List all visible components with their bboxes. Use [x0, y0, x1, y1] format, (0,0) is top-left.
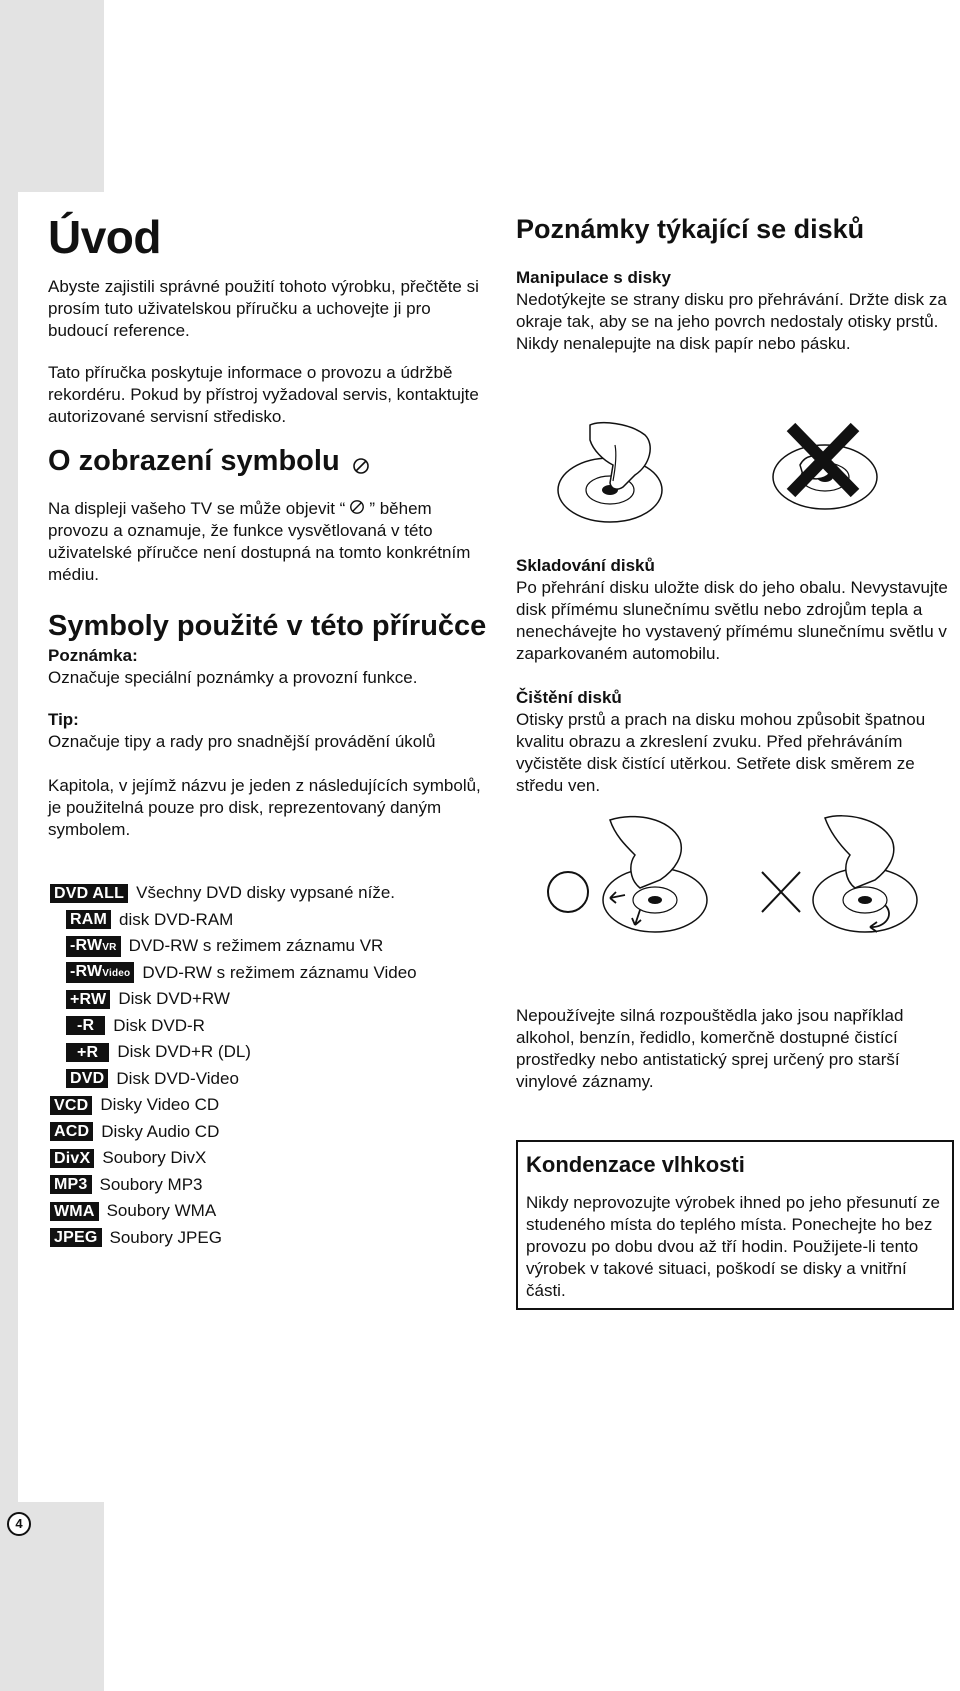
- prohibited-inline-icon: [349, 499, 365, 515]
- symbol-row-ram: [48, 907, 508, 934]
- symbol-row-vcd: [48, 1092, 508, 1119]
- symbol-row-rw-vr: [48, 933, 508, 960]
- symbols-used-section: [48, 610, 493, 841]
- rw-vr-text: DVD-RW s režimem záznamu VR: [128, 936, 384, 956]
- page-title: Úvod: [48, 211, 161, 263]
- wrong-mark-icon: [762, 872, 800, 912]
- acd-badge: [50, 1122, 93, 1141]
- symbol-row-minus-r: [48, 1013, 508, 1040]
- divx-badge-text: DivX: [54, 1149, 91, 1167]
- plus-r-badge: [66, 1043, 109, 1062]
- symbol-row-plus-r: [48, 1039, 508, 1066]
- jpeg-badge-text: JPEG: [54, 1229, 98, 1247]
- minus-r-badge-text: -R: [77, 1017, 95, 1035]
- wrong-grip-disc: [773, 427, 877, 509]
- handling-text: Nedotýkejte se strany disku pro přehrávání. Držte disk za okraje tak, aby se na jeho povrch nedostaly otisky prstů. Nikdy nenalepujte na disk papír nebo pásku.: [516, 290, 947, 353]
- disc-notes-title: Poznámky týkající se disků: [516, 214, 865, 244]
- symbol-row-dvd: [48, 1066, 508, 1093]
- storage-section: [516, 555, 956, 797]
- jpeg-badge: [50, 1228, 102, 1247]
- plus-rw-badge: [66, 990, 110, 1009]
- symbol-display-text-before: Na displeji vašeho TV se může objevit “: [48, 499, 346, 518]
- handling-label: Manipulace s disky: [516, 268, 671, 287]
- symbol-display-text-after: ” během provozu a oznamuje, že funkce vysvětlovaná v této uživatelské příručce není dostupná na tomto konkrétním médiu.: [48, 499, 471, 584]
- symbol-row-divx: [48, 1145, 508, 1172]
- tip-text: Označuje tipy a rady pro snadnější provádění úkolů: [48, 732, 436, 751]
- symbol-row-jpeg: [48, 1225, 508, 1252]
- correct-mark-icon: [548, 872, 588, 912]
- symbol-list: [48, 880, 508, 1251]
- intro-text: [48, 276, 493, 342]
- note-label: Poznámka:: [48, 646, 138, 665]
- disc-cleaning-illustration: [540, 810, 940, 970]
- dvd-all-badge: [50, 884, 128, 903]
- solvents-section: [516, 1005, 956, 1093]
- dvd-all-badge-text: DVD ALL: [54, 884, 125, 902]
- plus-r-badge-text: +R: [77, 1043, 99, 1061]
- symbol-row-plus-rw: [48, 986, 508, 1013]
- wma-badge-text: WMA: [54, 1202, 95, 1220]
- divx-badge: [50, 1149, 94, 1168]
- rw-video-text: DVD-RW s režimem záznamu Video: [142, 962, 417, 982]
- rw-vr-badge: [66, 936, 121, 957]
- symbol-display-paragraph: [48, 498, 493, 586]
- rw-video-badge-text: -RW: [70, 963, 103, 981]
- disc-notes-section: [516, 214, 956, 355]
- prohibited-icon: [352, 457, 370, 475]
- symbol-display-title-text: O zobrazení symbolu: [48, 445, 340, 477]
- plus-rw-text: Disk DVD+RW: [118, 989, 230, 1009]
- rw-video-badge: [66, 962, 134, 983]
- dvd-text: Disk DVD-Video: [116, 1068, 239, 1088]
- dvd-all-text: Všechny DVD disky vypsané níže.: [136, 883, 396, 903]
- correct-cleaning-disc: [603, 817, 707, 932]
- condensation-text: Nikdy neprovozujte výrobek ihned po jeho přesunutí ze studeného místa do teplého místa. Ponechejte ho bez provozu po dobu dvou až tří hodin. Použijete-li tento výrobek v takové situaci, poškodí se disky a vnitřní části.: [526, 1193, 940, 1300]
- intro-text-2: [48, 362, 493, 428]
- rw-video-badge-small: Video: [102, 968, 131, 980]
- dvd-badge: [66, 1069, 108, 1088]
- rw-vr-badge-text: -RW: [70, 936, 103, 954]
- vcd-badge: [50, 1096, 92, 1115]
- symbol-row-mp3: [48, 1172, 508, 1199]
- storage-text: Po přehrání disku uložte disk do jeho obalu. Nevystavujte disk přímému slunečnímu světlu nebo zdrojům tepla a nenechávejte ho vystavený přímému slunečnímu světlu v zaparkovaném automobilu.: [516, 578, 948, 663]
- dvd-badge-text: DVD: [70, 1070, 105, 1088]
- divx-text: Soubory DivX: [102, 1148, 207, 1168]
- plus-rw-badge-text: +RW: [70, 990, 107, 1008]
- ram-text: disk DVD-RAM: [119, 909, 234, 929]
- mp3-text: Soubory MP3: [99, 1174, 203, 1194]
- symbol-row-dvd-all: [48, 880, 508, 907]
- symbol-row-rw-video: [48, 960, 508, 987]
- note-text: Označuje speciální poznámky a provozní funkce.: [48, 668, 418, 687]
- symbol-display-text: [48, 498, 493, 586]
- minus-r-text: Disk DVD-R: [113, 1015, 205, 1035]
- minus-r-badge: [66, 1016, 105, 1035]
- cleaning-text: Otisky prstů a prach na disku mohou způsobit špatnou kvalitu obrazu a zkreslení zvuku. Před přehráváním vyčistěte disk čistící utěrkou. Setřete disk směrem ze středu ven.: [516, 710, 926, 795]
- rw-vr-badge-small: VR: [102, 941, 117, 953]
- correct-grip-disc: [558, 423, 662, 522]
- intro-section: [48, 210, 493, 264]
- tip-label: Tip:: [48, 710, 79, 729]
- vcd-text: Disky Video CD: [100, 1095, 220, 1115]
- wma-badge: [50, 1202, 99, 1221]
- symbol-display-title: [48, 445, 340, 477]
- acd-text: Disky Audio CD: [101, 1121, 220, 1141]
- mp3-badge-text: MP3: [54, 1176, 88, 1194]
- storage-label: Skladování disků: [516, 556, 655, 575]
- ram-badge: [66, 910, 111, 929]
- margin-strip: [0, 192, 18, 1502]
- disc-handling-illustration: [555, 415, 905, 530]
- wma-text: Soubory WMA: [106, 1201, 217, 1221]
- mp3-badge: [50, 1175, 92, 1194]
- symbol-row-wma: [48, 1198, 508, 1225]
- intro-paragraph-2: Tato příručka poskytuje informace o provozu a údržbě rekordéru. Pokud by přístroj vyžadoval servis, kontaktujte autorizované servisní středisko.: [48, 363, 479, 426]
- acd-badge-text: ACD: [54, 1123, 90, 1141]
- condensation-box: [516, 1140, 954, 1310]
- symbols-used-title: Symboly použité v této příručce: [48, 610, 487, 642]
- symbol-row-acd: [48, 1119, 508, 1146]
- wrong-cleaning-disc: [813, 816, 917, 932]
- page-number: 4: [7, 1512, 31, 1536]
- vcd-badge-text: VCD: [54, 1096, 89, 1114]
- symbol-display-heading-wrap: [48, 445, 493, 478]
- margin-tab-top: [0, 0, 104, 192]
- condensation-title: Kondenzace vlhkosti: [526, 1152, 745, 1177]
- ram-badge-text: RAM: [70, 911, 108, 929]
- solvents-text: Nepoužívejte silná rozpouštědla jako jsou například alkohol, benzín, ředidlo, komerčně dostupné čistící prostředky nebo antistatický sprej určený pro starší vinylové záznamy.: [516, 1006, 904, 1091]
- chapter-text: Kapitola, v jejímž názvu je jeden z následujících symbolů, je použitelná pouze pro disk, reprezentovaný daným symbolem.: [48, 776, 481, 839]
- jpeg-text: Soubory JPEG: [109, 1227, 222, 1247]
- plus-r-text: Disk DVD+R (DL): [117, 1042, 251, 1062]
- cleaning-label: Čištění disků: [516, 688, 622, 707]
- intro-paragraph-1: Abyste zajistili správné použití tohoto výrobku, přečtěte si prosím tuto uživatelskou příručku a uchovejte ji pro budoucí reference.: [48, 277, 479, 340]
